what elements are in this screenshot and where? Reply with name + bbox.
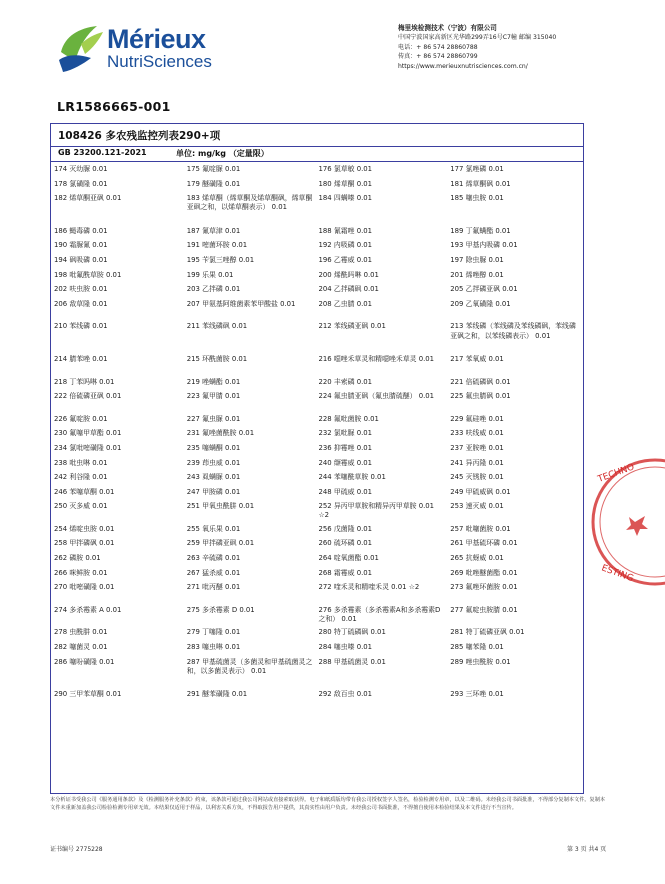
analyte-cell: 269 吡唑醚菌酯 0.01 xyxy=(450,568,518,577)
analyte-cell: 218 丁苯吗啉 0.01 xyxy=(54,377,115,386)
company-name: 梅里埃检测技术（宁波）有限公司 xyxy=(398,24,497,32)
analyte-cell: 226 氟啶胺 0.01 xyxy=(54,414,108,423)
analyte-cell: 240 缬霉威 0.01 xyxy=(318,458,373,467)
disclaimer-text: 本分析证书受我公司《服务通用条款》及《检测服务补充条款》约束，该条款可通过我公司网站或直接索取获得。电子和纸质版均带有我公司授权签字人签名，检验检测专用章，以及二维码。未经我公司书面批准，不得部分复制本文件。复制本文件未重新加盖我公司检验检测专用章无效。本结果仅适用于样品，以利害关系方负，不得取报告用户提供，其真实性由用户负责。未经我公司书面批准，不得擅自使用本检验结果及本文件进行不当宣传。 xyxy=(50,797,606,811)
table-row xyxy=(54,429,582,440)
analyte-cell: 235 噻螨酮 0.01 xyxy=(186,443,241,452)
unit-label: 单位: mg/kg （定量限） xyxy=(176,149,269,158)
analyte-cell: 215 环酰菌胺 0.01 xyxy=(186,354,248,363)
table-row xyxy=(54,392,582,411)
table-row xyxy=(54,643,582,654)
analyte-cell: 277 氟啶虫胺腈 0.01 xyxy=(450,605,518,614)
analyte-cell: 189 丁氟螨酯 0.01 xyxy=(450,226,511,235)
analyte-cell: 270 吡嘧磺隆 0.01 xyxy=(54,583,115,592)
analyte-cell: 212 苯线磷亚砜 0.01 xyxy=(318,322,386,331)
analyte-cell: 228 氟吡菌胺 0.01 xyxy=(318,414,379,423)
analyte-cell: 290 三甲苯草酮 0.01 xyxy=(54,690,122,699)
analyte-cell: 217 苯氧威 0.01 xyxy=(450,354,504,363)
analyte-cell: 245 灭锈胺 0.01 xyxy=(450,473,504,482)
table-row xyxy=(54,690,582,701)
analyte-cell: 178 氯磺隆 0.01 xyxy=(54,179,108,188)
analyte-cell: 258 甲拌磷砜 0.01 xyxy=(54,539,115,548)
table-row xyxy=(54,355,582,374)
analyte-cell: 210 苯线磷 0.01 xyxy=(54,322,108,331)
table-row xyxy=(54,658,582,687)
analyte-cell: 256 戊菌隆 0.01 xyxy=(318,524,373,533)
analyte-cell: 278 虫酰肼 0.01 xyxy=(54,628,108,637)
analyte-cell: 200 烯酰吗啉 0.01 xyxy=(318,270,379,279)
analyte-cell: 266 咪鲜胺 0.01 xyxy=(54,568,108,577)
analyte-cell: 284 噻虫嗪 0.01 xyxy=(318,643,373,652)
results-section xyxy=(50,123,584,794)
analyte-cell: 264 啶氧菌酯 0.01 xyxy=(318,554,379,563)
analyte-grid xyxy=(54,165,582,705)
analyte-cell: 192 内吸磷 0.01 xyxy=(318,241,373,250)
analyte-cell: 232 氯吡脲 0.01 xyxy=(318,429,373,438)
table-row xyxy=(54,583,582,602)
analyte-cell: 227 氟虫脲 0.01 xyxy=(186,414,241,423)
analyte-cell: 225 氟虫腈砜 0.01 xyxy=(450,392,511,401)
divider xyxy=(51,146,583,147)
company-fax: 传真：+ 86 574 28860799 xyxy=(398,53,478,61)
analyte-cell: 203 乙拌磷 0.01 xyxy=(186,285,241,294)
official-seal-stamp xyxy=(585,452,636,592)
table-row xyxy=(54,271,582,282)
table-row xyxy=(54,256,582,267)
analyte-cell: 191 嘧菌环胺 0.01 xyxy=(186,241,248,250)
table-row xyxy=(54,165,582,176)
analyte-cell: 287 甲基硫菌灵（多菌灵和甲基硫菌灵之和，以多菌灵表示） 0.01 xyxy=(186,657,313,675)
table-row xyxy=(54,378,582,389)
analyte-cell: 288 甲基硫菌灵 0.01 xyxy=(318,657,386,666)
analyte-cell: 279 丁噻隆 0.01 xyxy=(186,628,241,637)
analyte-cell: 238 吡虫啉 0.01 xyxy=(54,458,108,467)
analyte-cell: 183 烯草酮（烯草酮及烯草酮砜，烯草酮亚砜之和，以烯草酮表示） 0.01 xyxy=(186,194,313,212)
table-row xyxy=(54,322,582,351)
table-row xyxy=(54,459,582,470)
brand-name-line1: Mérieux xyxy=(107,24,206,54)
divider xyxy=(51,161,583,162)
analyte-cell: 293 三环唑 0.01 xyxy=(450,690,504,699)
analyte-cell: 220 丰索磷 0.01 xyxy=(318,377,373,386)
analyte-cell: 289 唑虫酰胺 0.01 xyxy=(450,657,511,666)
analyte-cell: 263 辛硫磷 0.01 xyxy=(186,554,241,563)
analyte-cell: 176 氯草敏 0.01 xyxy=(318,165,373,173)
table-row xyxy=(54,539,582,550)
analyte-cell: 186 蝇毒磷 0.01 xyxy=(54,226,108,235)
analyte-cell: 237 亚胺唑 0.01 xyxy=(450,443,504,452)
analyte-cell: 249 甲硫威砜 0.01 xyxy=(450,487,511,496)
analyte-cell: 221 倍硫磷砜 0.01 xyxy=(450,377,511,386)
analyte-cell: 194 砜吸磷 0.01 xyxy=(54,255,108,264)
company-phone: 电话：+ 86 574 28860788 xyxy=(398,43,478,51)
table-row xyxy=(54,444,582,455)
brand-name-line2: NutriSciences xyxy=(107,52,212,71)
method-standard: GB 23200.121-2021 xyxy=(58,148,147,157)
analyte-cell: 209 乙氧磺隆 0.01 xyxy=(450,299,511,308)
analyte-cell: 180 烯草酮 0.01 xyxy=(318,179,373,188)
analyte-cell: 273 氟唑环菌胺 0.01 xyxy=(450,583,518,592)
analyte-cell: 244 苯噻酰草胺 0.01 xyxy=(318,473,386,482)
analyte-cell: 241 异丙隆 0.01 xyxy=(450,458,504,467)
analyte-cell: 271 吡丙醚 0.01 xyxy=(186,583,241,592)
analyte-cell: 274 多杀霉素 A 0.01 xyxy=(54,605,122,614)
analyte-cell: 281 特丁硫磷亚砜 0.01 xyxy=(450,628,525,637)
certificate-number: 证书编号 2775228 xyxy=(50,846,103,853)
analyte-cell: 207 甲氨基阿维菌素苯甲酸盐 0.01 xyxy=(186,299,296,308)
analyte-cell: 197 除虫脲 0.01 xyxy=(450,255,504,264)
table-row xyxy=(54,502,582,521)
table-row xyxy=(54,300,582,319)
analyte-cell: 282 噻菌灵 0.01 xyxy=(54,643,108,652)
analyte-cell: 199 乐果 0.01 xyxy=(186,270,234,279)
analyte-cell: 213 苯线磷（苯线磷及苯线磷砜，苯线磷亚砜之和，以苯线磷表示） 0.01 xyxy=(450,322,576,340)
analyte-cell: 242 利谷隆 0.01 xyxy=(54,473,108,482)
section-title: 108426 多农残监控列表290+项 xyxy=(58,130,221,142)
table-row xyxy=(54,473,582,484)
company-info xyxy=(398,24,618,71)
table-row xyxy=(54,606,582,625)
analyte-cell: 291 醚苯磺隆 0.01 xyxy=(186,690,248,699)
analyte-cell: 247 甲胺磷 0.01 xyxy=(186,487,241,496)
table-row xyxy=(54,227,582,238)
analyte-cell: 239 茚虫威 0.01 xyxy=(186,458,241,467)
analyte-cell: 248 甲硫威 0.01 xyxy=(318,487,373,496)
analyte-cell: 174 灭幼脲 0.01 xyxy=(54,165,108,173)
analyte-cell: 193 甲基内吸磷 0.01 xyxy=(450,241,518,250)
table-row xyxy=(54,525,582,536)
analyte-cell: 188 氰霜唑 0.01 xyxy=(318,226,373,235)
table-row xyxy=(54,554,582,565)
analyte-cell: 211 苯线磷砜 0.01 xyxy=(186,322,248,331)
analyte-cell: 283 噻虫啉 0.01 xyxy=(186,643,241,652)
analyte-cell: 181 烯草酮砜 0.01 xyxy=(450,179,511,188)
table-row xyxy=(54,569,582,580)
merieux-leaf-icon xyxy=(57,24,105,74)
analyte-cell: 259 甲拌磷亚砜 0.01 xyxy=(186,539,255,548)
analyte-cell: 252 异丙甲草胺和精异丙甲草胺 0.01 ☆2 xyxy=(318,502,435,520)
analyte-cell: 265 抗蚜威 0.01 xyxy=(450,554,504,563)
svg-text:TECHNO: TECHNO xyxy=(596,462,636,485)
analyte-cell: 198 吡氟酰草胺 0.01 xyxy=(54,270,122,279)
analyte-cell: 223 氟甲腈 0.01 xyxy=(186,392,241,401)
report-number: LR1586665-001 xyxy=(57,99,171,114)
table-row xyxy=(54,285,582,296)
analyte-cell: 214 腈苯唑 0.01 xyxy=(54,354,108,363)
svg-text:ESTING: ESTING xyxy=(599,563,635,585)
analyte-cell: 201 烯唑醇 0.01 xyxy=(450,270,504,279)
analyte-cell: 202 呋虫胺 0.01 xyxy=(54,285,108,294)
analyte-cell: 182 烯草酮亚砜 0.01 xyxy=(54,194,122,203)
analyte-cell: 190 霜脲氰 0.01 xyxy=(54,241,108,250)
analyte-cell: 257 吡噻菌胺 0.01 xyxy=(450,524,511,533)
analyte-cell: 243 虱螨脲 0.01 xyxy=(186,473,241,482)
analyte-cell: 175 氟啶脲 0.01 xyxy=(186,165,241,173)
analyte-cell: 234 氯吡嘧磺隆 0.01 xyxy=(54,443,122,452)
analyte-cell: 222 倍硫磷亚砜 0.01 xyxy=(54,392,122,401)
analyte-cell: 260 硫环磷 0.01 xyxy=(318,539,373,548)
analyte-cell: 230 氟噻甲草酯 0.01 xyxy=(54,429,122,438)
table-row xyxy=(54,180,582,191)
analyte-cell: 216 噁唑禾草灵和精噁唑禾草灵 0.01 xyxy=(318,354,435,363)
analyte-cell: 231 氟唑菌酰胺 0.01 xyxy=(186,429,255,438)
analyte-cell: 275 多杀霉素 D 0.01 xyxy=(186,605,255,614)
analyte-cell: 276 多杀霉素（多杀霉素A和多杀霉素D之和） 0.01 xyxy=(318,605,441,624)
analyte-cell: 253 速灭威 0.01 xyxy=(450,502,504,511)
analyte-cell: 184 四螨嗪 0.01 xyxy=(318,194,373,203)
table-row xyxy=(54,194,582,223)
analyte-cell: 286 噻吩磺隆 0.01 xyxy=(54,657,115,666)
analyte-cell: 236 抑霉唑 0.01 xyxy=(318,443,373,452)
analyte-cell: 208 乙虫腈 0.01 xyxy=(318,299,373,308)
table-row xyxy=(54,415,582,426)
analyte-cell: 292 敌百虫 0.01 xyxy=(318,690,373,699)
company-address: 中国宁波国家高新区光华路299弄16号C7幢 邮编 315040 xyxy=(398,34,557,42)
analyte-cell: 285 噻苯隆 0.01 xyxy=(450,643,504,652)
analyte-cell: 204 乙拌磷砜 0.01 xyxy=(318,285,379,294)
analyte-cell: 268 霜霉威 0.01 xyxy=(318,568,373,577)
analyte-cell: 219 唑螨酯 0.01 xyxy=(186,377,241,386)
analyte-cell: 267 猛杀威 0.01 xyxy=(186,568,241,577)
company-website[interactable]: https://www.merieuxnutrisciences.com.cn/ xyxy=(398,62,528,70)
analyte-cell: 233 呋线威 0.01 xyxy=(450,429,504,438)
table-row xyxy=(54,488,582,499)
analyte-cell: 224 氟虫腈亚砜（氟虫腈硫醚） 0.01 xyxy=(318,392,435,401)
table-row xyxy=(54,628,582,639)
analyte-cell: 246 苯噻草酮 0.01 xyxy=(54,487,115,496)
analyte-cell: 250 灭多威 0.01 xyxy=(54,502,108,511)
analyte-cell: 196 乙霉威 0.01 xyxy=(318,255,373,264)
analyte-cell: 185 噻虫胺 0.01 xyxy=(450,194,504,203)
table-row xyxy=(54,241,582,252)
analyte-cell: 187 氰草津 0.01 xyxy=(186,226,241,235)
analyte-cell: 280 特丁硫磷砜 0.01 xyxy=(318,628,386,637)
company-logo xyxy=(57,24,227,76)
analyte-cell: 251 甲氧虫酰肼 0.01 xyxy=(186,502,255,511)
analyte-cell: 262 磷胺 0.01 xyxy=(54,554,101,563)
seal-icon xyxy=(585,452,665,592)
analyte-cell: 206 敌草隆 0.01 xyxy=(54,299,108,308)
analyte-cell: 272 喹禾灵和精喹禾灵 0.01 ☆2 xyxy=(318,583,420,592)
analyte-cell: 195 苄氯三唑醇 0.01 xyxy=(186,255,255,264)
analyte-cell: 177 氯唑磷 0.01 xyxy=(450,165,504,173)
page-number: 第 3 页 共4 页 xyxy=(567,846,607,853)
analyte-cell: 254 烯啶虫胺 0.01 xyxy=(54,524,115,533)
analyte-cell: 261 甲基硫环磷 0.01 xyxy=(450,539,518,548)
analyte-cell: 205 乙拌磷亚砜 0.01 xyxy=(450,285,518,294)
analyte-cell: 229 氟硅唑 0.01 xyxy=(450,414,504,423)
analyte-cell: 179 醚磺隆 0.01 xyxy=(186,179,241,188)
analyte-cell: 255 氧乐果 0.01 xyxy=(186,524,241,533)
